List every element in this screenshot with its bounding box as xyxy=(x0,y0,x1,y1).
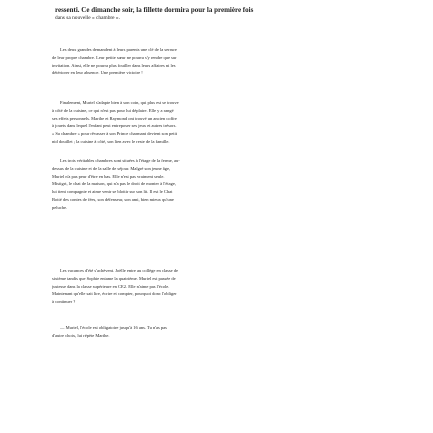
text-line: d'autre choix, lui répète Marthe. xyxy=(52,332,110,338)
paragraph-muriel-corner xyxy=(52,99,348,146)
text-line: ses effets personnels. Marthe et Raymond ont trouvé un ancien coffre xyxy=(52,115,177,121)
text-line: Maintenant qu'elle sait lire, écrire et compter, pourquoi donc l'obliger xyxy=(52,291,177,297)
continuation-line-1: ressenti. Ce dimanche soir, la fillette dormira pour la première fois xyxy=(55,6,254,14)
text-line: Finalement, Muriel s'adapte bien à son coin, qui plus est se trouve xyxy=(60,100,179,105)
text-line: invitation. Ainsi, elle ne pourra plus fouiller dans leurs affaires ni les xyxy=(52,62,176,68)
paragraph-dialogue xyxy=(52,324,348,340)
paragraph-bedrooms xyxy=(52,157,348,211)
paragraph-keys xyxy=(52,46,348,77)
text-line: sixième tandis que Sophie entame la quatrième. Muriel est passée de xyxy=(52,275,176,281)
text-line: Mistigri, le chat de la maison, qui n'a pas le droit de monter à l'étage, xyxy=(52,181,176,187)
text-line: Les vacances d'été s'achèvent. Joëlle entre au collège en classe de xyxy=(60,268,178,273)
text-line: à jouets dans lequel l'enfant peut entreposer ses jeux et autres trésors. xyxy=(52,123,177,129)
continuation-paragraph xyxy=(55,6,415,22)
text-line: justesse dans la classe supérieure en CE2. Elle n'aime pas l'école. xyxy=(52,283,170,289)
text-line: dessus de la cuisine et de la salle de séjour. Malgré son jeune âge, xyxy=(52,165,171,171)
text-line: peluche. xyxy=(52,204,68,210)
continuation-line-2: dans sa nouvelle « chambre ». xyxy=(55,15,120,21)
text-line: Muriel n'a pas peur d'être en bas. Elle n'est pas vraiment seule. xyxy=(52,173,165,179)
text-line: détériorer en leur absence. Une première victoire ! xyxy=(52,70,143,76)
text-line: à côté de la cuisine, ce qui n'est pas pour lui déplaire. Elle y a rangé xyxy=(52,107,174,113)
text-line: de leur propre chambre. Leur petite sœur ne pourra s'y rendre que sur xyxy=(52,54,177,60)
text-line: — Muriel, l'école est obligatoire jusqu'à 16 ans. Tu n'as pas xyxy=(60,325,167,330)
text-line: « Sa chambre » pour rêvasser à son Prince charmant devient son petit xyxy=(52,131,177,136)
text-line: nid douillet ; la cuisine à côté, son lien avec le reste de la famille. xyxy=(52,138,170,144)
text-line: lui tient compagnie et aime venir se blottir sur son lit. Il est le Chat xyxy=(52,189,173,194)
text-line: Les trois véritables chambres sont situées à l'étage de la ferme, au- xyxy=(60,158,180,163)
text-line: Les deux grandes demandent à leurs parents une clé de la serrure xyxy=(60,47,177,52)
text-line: Botté des contes de fées, son défenseur, son ami, bien mieux qu'une xyxy=(52,196,174,202)
text-line: à continuer ? xyxy=(52,299,76,304)
paragraph-vacances xyxy=(52,267,348,306)
